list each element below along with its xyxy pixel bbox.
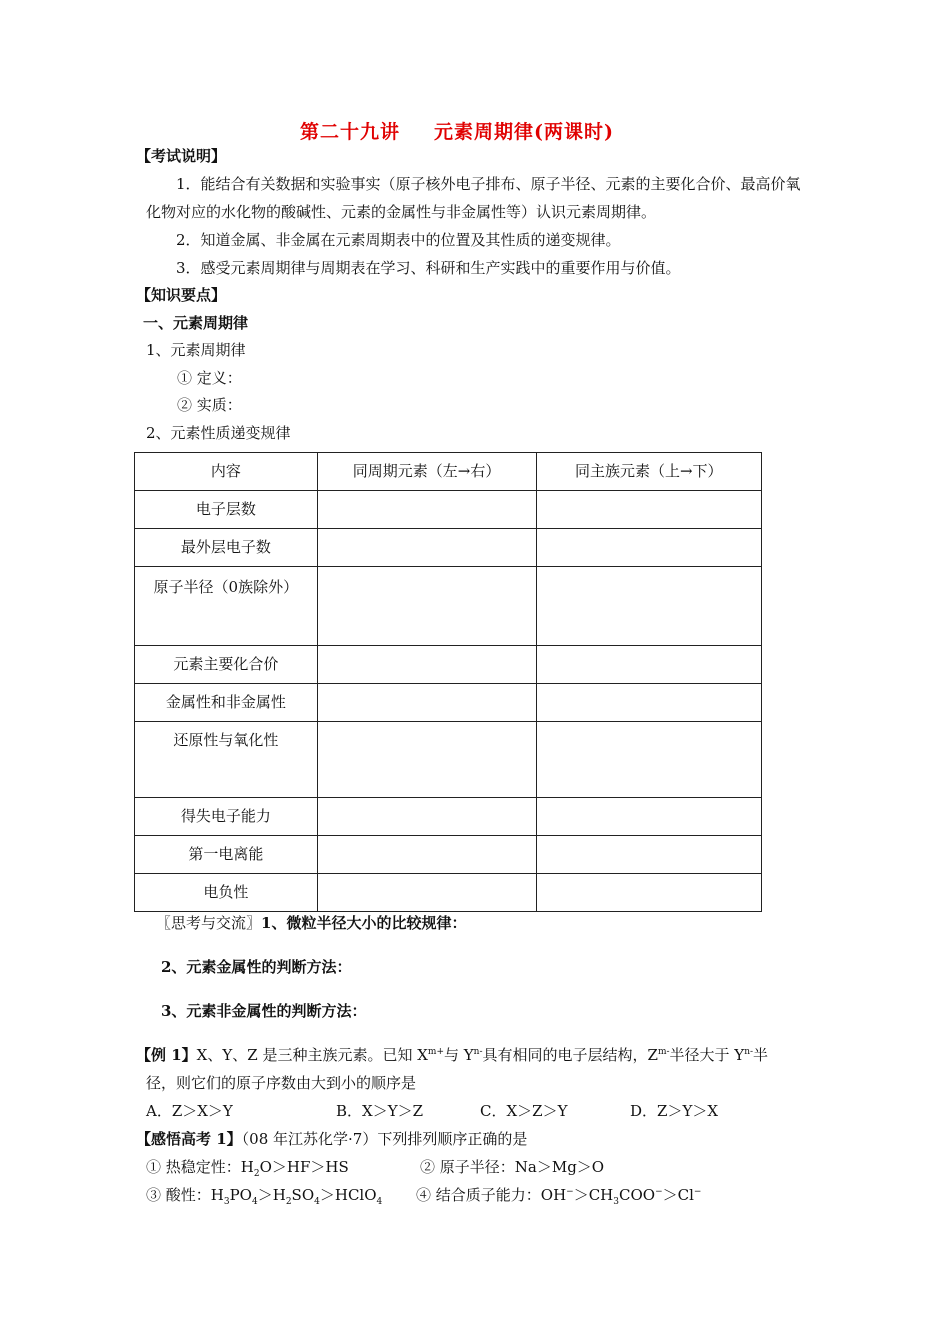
gaokao-text: （08 年江苏化学·7）下列排列顺序正确的是 xyxy=(241,1130,528,1148)
subscript: 4 xyxy=(376,1197,383,1207)
formula-text: COO xyxy=(619,1186,656,1204)
answer-cell[interactable] xyxy=(317,646,536,684)
formula-text: ＞H xyxy=(257,1186,286,1204)
page-title xyxy=(300,122,614,142)
answer-cell[interactable] xyxy=(536,646,761,684)
table-row xyxy=(135,646,762,684)
example-1-line-2: 径，则它们的原子序数由大到小的顺序是 xyxy=(146,1074,417,1092)
superscript: − xyxy=(655,1187,663,1197)
think-question-1 xyxy=(156,913,466,933)
formula-text: ＞HClO xyxy=(319,1186,377,1204)
answer-cell[interactable] xyxy=(536,491,761,529)
row-label: 还原性与氧化性 xyxy=(135,722,318,798)
exam-item-2: 2．知道金属、非金属在元素周期表中的位置及其性质的递变规律。 xyxy=(176,231,621,249)
answer-cell[interactable] xyxy=(536,529,761,567)
row-label: 金属性和非金属性 xyxy=(135,684,318,722)
answer-cell[interactable] xyxy=(317,684,536,722)
header-same-period: 同周期元素（左→右） xyxy=(317,453,536,491)
answer-cell[interactable] xyxy=(317,529,536,567)
table-row xyxy=(135,567,762,646)
option-b[interactable]: B．X＞Y＞Z xyxy=(336,1102,424,1120)
answer-cell[interactable] xyxy=(317,874,536,912)
example-1-line-1 xyxy=(136,1045,768,1065)
ion-charge: n- xyxy=(473,1047,483,1057)
row-label: 最外层电子数 xyxy=(135,529,318,567)
answer-cell[interactable] xyxy=(317,798,536,836)
row-label: 电子层数 xyxy=(135,491,318,529)
example-text: 半 xyxy=(753,1046,769,1064)
row-label: 第一电离能 xyxy=(135,836,318,874)
gaokao-option-1[interactable] xyxy=(146,1157,349,1177)
answer-cell[interactable] xyxy=(536,684,761,722)
answer-cell[interactable] xyxy=(536,798,761,836)
gaokao-option-4[interactable] xyxy=(416,1185,701,1205)
row-label: 原子半径（0族除外） xyxy=(135,567,318,646)
superscript: − xyxy=(693,1187,702,1197)
table-row xyxy=(135,798,762,836)
answer-cell[interactable] xyxy=(317,836,536,874)
answer-cell[interactable] xyxy=(536,836,761,874)
example-text: X、Y、Z 是三种主族元素。已知 X xyxy=(196,1046,428,1064)
example-text: 具有相同的电子层结构，Z xyxy=(482,1046,658,1064)
answer-cell[interactable] xyxy=(317,491,536,529)
formula-text: O＞HF＞HS xyxy=(259,1158,349,1176)
table-row xyxy=(135,874,762,912)
ion-charge: m+ xyxy=(427,1047,444,1057)
header-same-group: 同主族元素（上→下） xyxy=(536,453,761,491)
think-question-2: 2、元素金属性的判断方法： xyxy=(161,958,352,976)
table-row xyxy=(135,684,762,722)
table-row xyxy=(135,722,762,798)
formula-text: SO xyxy=(291,1186,315,1204)
answer-cell[interactable] xyxy=(317,567,536,646)
gaokao-label: 【感悟高考 1】 xyxy=(136,1130,242,1148)
answer-cell[interactable] xyxy=(536,722,761,798)
sub-heading-1: 1、元素周期律 xyxy=(146,341,246,359)
exam-heading: 【考试说明】 xyxy=(136,147,227,165)
subscript: 3 xyxy=(223,1197,230,1207)
knowledge-heading: 【知识要点】 xyxy=(136,286,227,304)
property-trend-table xyxy=(134,452,762,912)
formula-text: ＞CH xyxy=(573,1186,614,1204)
superscript: − xyxy=(566,1187,574,1197)
essence-label: ② 实质： xyxy=(177,396,242,414)
think-question-3: 3、元素非金属性的判断方法： xyxy=(161,1002,367,1020)
row-label: 电负性 xyxy=(135,874,318,912)
header-content: 内容 xyxy=(135,453,318,491)
formula-text: ① 热稳定性：H xyxy=(146,1158,254,1176)
ion-charge: n- xyxy=(744,1047,754,1057)
example-text: 与 Y xyxy=(443,1046,474,1064)
sub-heading-2: 2、元素性质递变规律 xyxy=(146,424,291,442)
section-1-heading: 一、元素周期律 xyxy=(143,314,249,332)
formula-text: ＞Cl xyxy=(662,1186,694,1204)
title-topic: 元素周期律(两课时) xyxy=(434,121,614,143)
option-c[interactable]: C．X＞Z＞Y xyxy=(480,1102,568,1120)
exam-item-1: 1．能结合有关数据和实验事实（原子核外电子排布、原子半径、元素的主要化合价、最高价氧化物对应的水化物的酸碱性、元素的金属性与非金属性等）认识元素周期律。 xyxy=(146,175,801,221)
subscript: 4 xyxy=(251,1197,258,1207)
gaokao-option-3[interactable] xyxy=(146,1185,382,1205)
example-label: 【例 1】 xyxy=(136,1046,197,1064)
formula-text: ③ 酸性：H xyxy=(146,1186,224,1204)
ion-charge: m- xyxy=(657,1047,670,1057)
table-row xyxy=(135,836,762,874)
subscript: 2 xyxy=(285,1197,292,1207)
subscript: 4 xyxy=(314,1197,320,1207)
table-row xyxy=(135,491,762,529)
gaokao-option-2[interactable]: ② 原子半径：Na＞Mg＞O xyxy=(420,1158,605,1176)
option-a[interactable]: A．Z＞X＞Y xyxy=(146,1102,233,1120)
exam-item-3: 3．感受元素周期律与周期表在学习、科研和生产实践中的重要作用与价值。 xyxy=(176,259,681,277)
formula-text: PO xyxy=(229,1186,252,1204)
example-text: 半径大于 Y xyxy=(669,1046,745,1064)
answer-cell[interactable] xyxy=(536,874,761,912)
think-prefix: 〖思考与交流〗 xyxy=(156,914,262,932)
formula-text: ④ 结合质子能力：OH xyxy=(416,1186,567,1204)
option-d[interactable]: D．Z＞Y＞X xyxy=(630,1102,719,1120)
row-label: 元素主要化合价 xyxy=(135,646,318,684)
table-header-row xyxy=(135,453,762,491)
answer-cell[interactable] xyxy=(536,567,761,646)
row-label: 得失电子能力 xyxy=(135,798,318,836)
definition-label: ① 定义： xyxy=(177,369,242,387)
think-q1-text: 1、微粒半径大小的比较规律： xyxy=(261,914,467,932)
title-lecture: 第二十九讲 xyxy=(300,121,401,143)
subscript: 2 xyxy=(253,1169,260,1179)
answer-cell[interactable] xyxy=(317,722,536,798)
gaokao-question xyxy=(136,1129,527,1149)
subscript: 3 xyxy=(613,1197,619,1207)
table-row xyxy=(135,529,762,567)
